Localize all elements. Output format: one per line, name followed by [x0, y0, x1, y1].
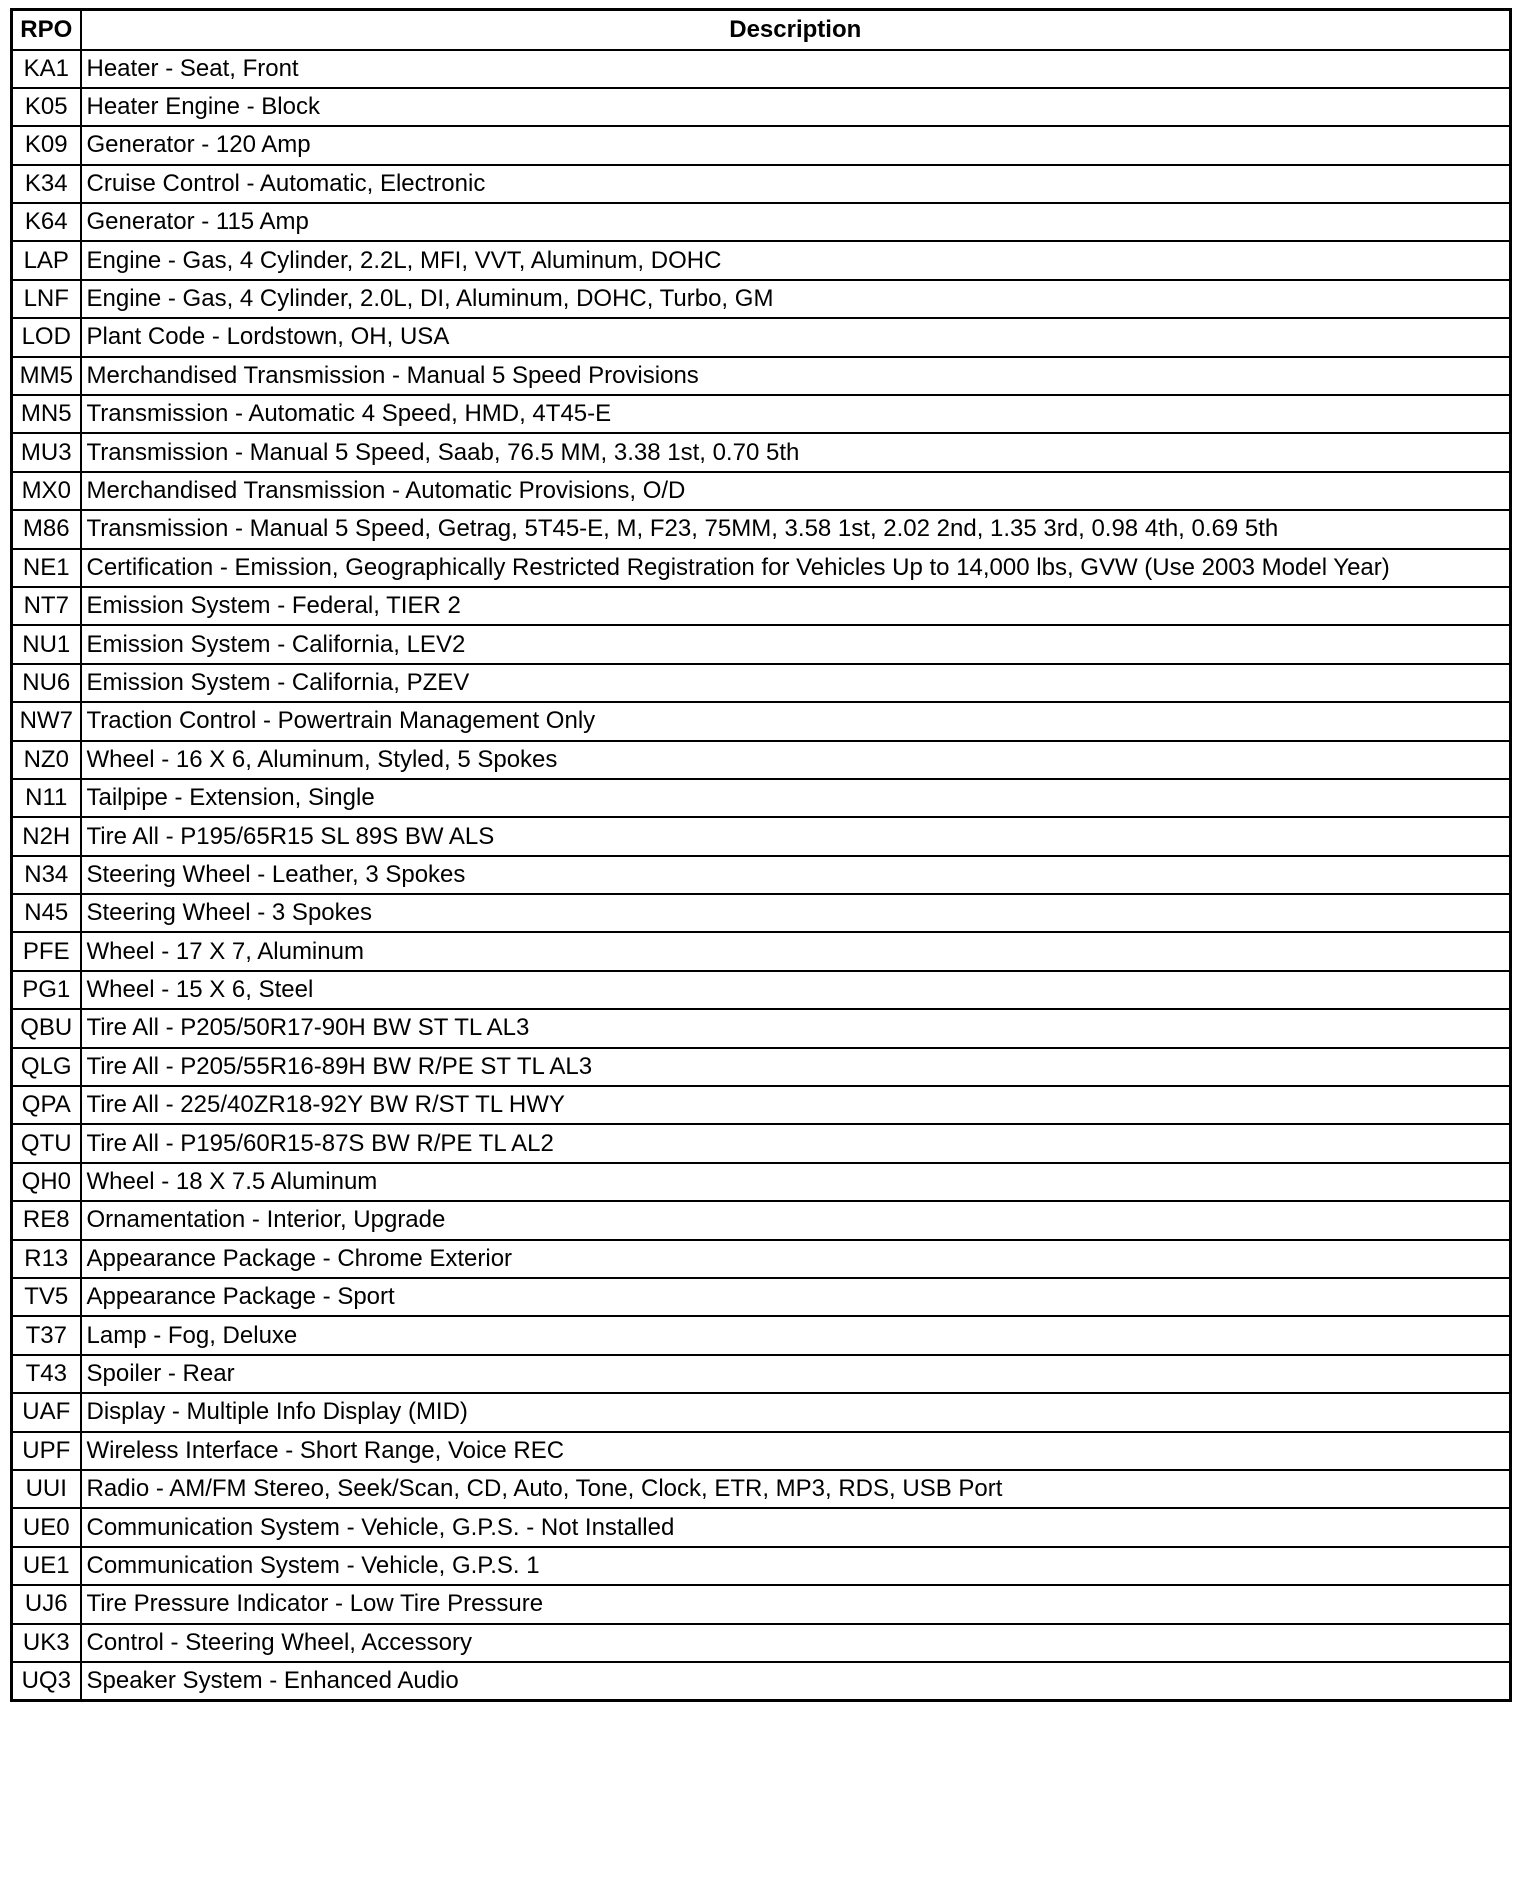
rpo-code-cell: N11 — [12, 779, 81, 817]
description-cell: Control - Steering Wheel, Accessory — [81, 1624, 1511, 1662]
description-cell: Traction Control - Powertrain Management Only — [81, 702, 1511, 740]
description-cell: Wheel - 18 X 7.5 Aluminum — [81, 1163, 1511, 1201]
table-row — [12, 165, 1511, 203]
description-cell: Merchandised Transmission - Manual 5 Speed Provisions — [81, 357, 1511, 395]
table-row — [12, 1086, 1511, 1124]
description-cell: Wireless Interface - Short Range, Voice REC — [81, 1432, 1511, 1470]
rpo-code-cell: NE1 — [12, 549, 81, 587]
table-row — [12, 1470, 1511, 1508]
rpo-code-cell: NZ0 — [12, 741, 81, 779]
table-row — [12, 625, 1511, 663]
rpo-code-cell: NT7 — [12, 587, 81, 625]
rpo-code-cell: N45 — [12, 894, 81, 932]
description-cell: Lamp - Fog, Deluxe — [81, 1316, 1511, 1354]
description-column-header: Description — [81, 10, 1511, 50]
rpo-code-cell: QBU — [12, 1009, 81, 1047]
rpo-code-cell: N2H — [12, 817, 81, 855]
table-row — [12, 1009, 1511, 1047]
header-row — [12, 10, 1511, 50]
rpo-code-cell: K64 — [12, 203, 81, 241]
table-row — [12, 1201, 1511, 1239]
rpo-code-cell: UJ6 — [12, 1585, 81, 1623]
rpo-code-cell: T43 — [12, 1355, 81, 1393]
table-row — [12, 203, 1511, 241]
description-cell: Tire All - P195/60R15-87S BW R/PE TL AL2 — [81, 1124, 1511, 1162]
rpo-code-cell: QH0 — [12, 1163, 81, 1201]
description-cell: Engine - Gas, 4 Cylinder, 2.2L, MFI, VVT, Aluminum, DOHC — [81, 241, 1511, 279]
description-cell: Display - Multiple Info Display (MID) — [81, 1393, 1511, 1431]
rpo-code-cell: UPF — [12, 1432, 81, 1470]
description-cell: Speaker System - Enhanced Audio — [81, 1662, 1511, 1700]
rpo-code-cell: K34 — [12, 165, 81, 203]
table-row — [12, 549, 1511, 587]
description-cell: Cruise Control - Automatic, Electronic — [81, 165, 1511, 203]
table-row — [12, 88, 1511, 126]
description-cell: Merchandised Transmission - Automatic Provisions, O/D — [81, 472, 1511, 510]
table-row — [12, 1316, 1511, 1354]
table-row — [12, 702, 1511, 740]
description-cell: Spoiler - Rear — [81, 1355, 1511, 1393]
table-row — [12, 472, 1511, 510]
table-row — [12, 779, 1511, 817]
rpo-code-cell: QTU — [12, 1124, 81, 1162]
table-row — [12, 1278, 1511, 1316]
table-row — [12, 280, 1511, 318]
description-cell: Communication System - Vehicle, G.P.S. 1 — [81, 1547, 1511, 1585]
description-cell: Steering Wheel - Leather, 3 Spokes — [81, 856, 1511, 894]
table-row — [12, 741, 1511, 779]
rpo-code-cell: K05 — [12, 88, 81, 126]
rpo-code-cell: MU3 — [12, 433, 81, 471]
description-cell: Wheel - 15 X 6, Steel — [81, 971, 1511, 1009]
table-row — [12, 1432, 1511, 1470]
description-cell: Tire Pressure Indicator - Low Tire Pressure — [81, 1585, 1511, 1623]
rpo-code-cell: UAF — [12, 1393, 81, 1431]
rpo-code-cell: T37 — [12, 1316, 81, 1354]
description-cell: Transmission - Automatic 4 Speed, HMD, 4T45-E — [81, 395, 1511, 433]
table-row — [12, 1547, 1511, 1585]
table-body — [12, 50, 1511, 1701]
table-row — [12, 1355, 1511, 1393]
table-row — [12, 817, 1511, 855]
table-row — [12, 1662, 1511, 1700]
description-cell: Wheel - 16 X 6, Aluminum, Styled, 5 Spokes — [81, 741, 1511, 779]
description-cell: Transmission - Manual 5 Speed, Getrag, 5T45-E, M, F23, 75MM, 3.58 1st, 2.02 2nd, 1.35 3rd, 0.98 4th, 0.69 5th — [81, 510, 1511, 548]
description-cell: Ornamentation - Interior, Upgrade — [81, 1201, 1511, 1239]
rpo-code-cell: UUI — [12, 1470, 81, 1508]
description-cell: Tire All - P205/50R17-90H BW ST TL AL3 — [81, 1009, 1511, 1047]
description-cell: Generator - 120 Amp — [81, 126, 1511, 164]
rpo-code-cell: QPA — [12, 1086, 81, 1124]
description-cell: Heater Engine - Block — [81, 88, 1511, 126]
table-row — [12, 395, 1511, 433]
table-row — [12, 1240, 1511, 1278]
table-row — [12, 318, 1511, 356]
rpo-column-header: RPO — [12, 10, 81, 50]
rpo-code-cell: MM5 — [12, 357, 81, 395]
table-row — [12, 357, 1511, 395]
description-cell: Tire All - 225/40ZR18-92Y BW R/ST TL HWY — [81, 1086, 1511, 1124]
rpo-code-cell: MN5 — [12, 395, 81, 433]
table-row — [12, 664, 1511, 702]
rpo-code-cell: R13 — [12, 1240, 81, 1278]
rpo-code-cell: M86 — [12, 510, 81, 548]
rpo-code-cell: UE0 — [12, 1508, 81, 1546]
rpo-code-cell: KA1 — [12, 50, 81, 88]
table-row — [12, 1124, 1511, 1162]
table-row — [12, 50, 1511, 88]
rpo-code-cell: PG1 — [12, 971, 81, 1009]
rpo-code-cell: LAP — [12, 241, 81, 279]
description-cell: Tire All - P205/55R16-89H BW R/PE ST TL AL3 — [81, 1048, 1511, 1086]
rpo-code-cell: MX0 — [12, 472, 81, 510]
description-cell: Steering Wheel - 3 Spokes — [81, 894, 1511, 932]
table-row — [12, 510, 1511, 548]
description-cell: Tailpipe - Extension, Single — [81, 779, 1511, 817]
rpo-table — [10, 8, 1512, 1702]
table-row — [12, 1624, 1511, 1662]
rpo-code-cell: PFE — [12, 932, 81, 970]
rpo-code-cell: LOD — [12, 318, 81, 356]
rpo-code-cell: TV5 — [12, 1278, 81, 1316]
table-row — [12, 1393, 1511, 1431]
table-row — [12, 1585, 1511, 1623]
rpo-code-cell: K09 — [12, 126, 81, 164]
description-cell: Communication System - Vehicle, G.P.S. - Not Installed — [81, 1508, 1511, 1546]
rpo-code-cell: LNF — [12, 280, 81, 318]
description-cell: Emission System - California, PZEV — [81, 664, 1511, 702]
rpo-code-cell: N34 — [12, 856, 81, 894]
rpo-code-cell: NU1 — [12, 625, 81, 663]
description-cell: Heater - Seat, Front — [81, 50, 1511, 88]
table-row — [12, 587, 1511, 625]
rpo-code-cell: UK3 — [12, 1624, 81, 1662]
description-cell: Appearance Package - Sport — [81, 1278, 1511, 1316]
rpo-code-cell: RE8 — [12, 1201, 81, 1239]
description-cell: Appearance Package - Chrome Exterior — [81, 1240, 1511, 1278]
description-cell: Generator - 115 Amp — [81, 203, 1511, 241]
table-header — [12, 10, 1511, 50]
description-cell: Transmission - Manual 5 Speed, Saab, 76.5 MM, 3.38 1st, 0.70 5th — [81, 433, 1511, 471]
table-row — [12, 433, 1511, 471]
description-cell: Tire All - P195/65R15 SL 89S BW ALS — [81, 817, 1511, 855]
table-row — [12, 241, 1511, 279]
rpo-code-cell: QLG — [12, 1048, 81, 1086]
description-cell: Wheel - 17 X 7, Aluminum — [81, 932, 1511, 970]
table-row — [12, 1508, 1511, 1546]
table-row — [12, 856, 1511, 894]
description-cell: Plant Code - Lordstown, OH, USA — [81, 318, 1511, 356]
table-row — [12, 971, 1511, 1009]
table-row — [12, 894, 1511, 932]
rpo-code-cell: NU6 — [12, 664, 81, 702]
rpo-code-cell: UQ3 — [12, 1662, 81, 1700]
table-row — [12, 1048, 1511, 1086]
table-row — [12, 126, 1511, 164]
table-row — [12, 932, 1511, 970]
description-cell: Emission System - Federal, TIER 2 — [81, 587, 1511, 625]
rpo-code-cell: UE1 — [12, 1547, 81, 1585]
rpo-code-cell: NW7 — [12, 702, 81, 740]
description-cell: Engine - Gas, 4 Cylinder, 2.0L, DI, Aluminum, DOHC, Turbo, GM — [81, 280, 1511, 318]
description-cell: Certification - Emission, Geographically Restricted Registration for Vehicles Up to 14,000 lbs, GVW (Use 2003 Model Year) — [81, 549, 1511, 587]
table-row — [12, 1163, 1511, 1201]
description-cell: Radio - AM/FM Stereo, Seek/Scan, CD, Auto, Tone, Clock, ETR, MP3, RDS, USB Port — [81, 1470, 1511, 1508]
description-cell: Emission System - California, LEV2 — [81, 625, 1511, 663]
